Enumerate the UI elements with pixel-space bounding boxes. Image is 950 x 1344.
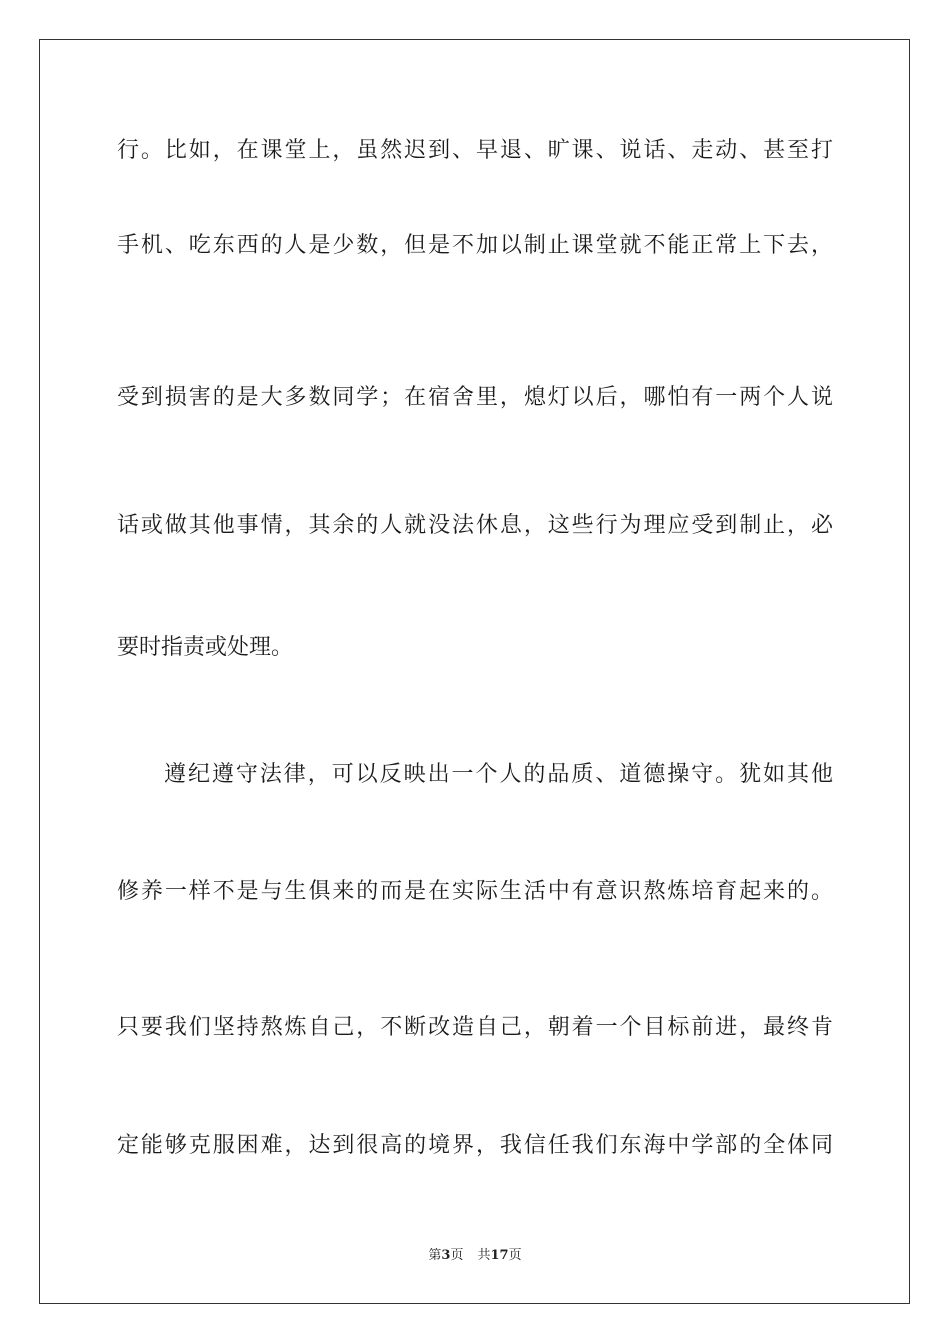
body-text-line-3: 受到损害的是大多数同学；在宿舍里，熄灯以后，哪怕有一两个人说 (117, 385, 833, 410)
page-footer (0, 1247, 950, 1265)
paragraph-2-line-1: 遵纪遵守法律，可以反映出一个人的品质、道德操守。犹如其他 (164, 762, 833, 787)
footer-total-number: 17 (490, 1248, 509, 1263)
body-text-line-5: 要时指责或处理。 (117, 635, 294, 660)
page-border (39, 39, 910, 1304)
body-text-line-1: 行。比如，在课堂上，虽然迟到、早退、旷课、说话、走动、甚至打 (117, 138, 833, 163)
paragraph-2-line-2: 修养一样不是与生俱来的而是在实际生活中有意识熬炼培育起来的。 (117, 879, 833, 904)
body-text-line-4: 话或做其他事情，其余的人就没法休息，这些行为理应受到制止，必 (117, 513, 833, 538)
footer-total-prefix: 共 (477, 1248, 491, 1263)
footer-total-suffix: 页 (508, 1248, 522, 1263)
body-text-line-2: 手机、吃东西的人是少数，但是不加以制止课堂就不能正常上下去， (117, 233, 833, 258)
footer-page-suffix: 页 (450, 1248, 464, 1263)
paragraph-2-line-3: 只要我们坚持熬炼自己，不断改造自己，朝着一个目标前进，最终肯 (117, 1015, 833, 1040)
footer-page-number: 3 (441, 1248, 451, 1263)
footer-page-prefix: 第 (428, 1248, 442, 1263)
paragraph-2-line-4: 定能够克服困难，达到很高的境界，我信任我们东海中学部的全体同 (117, 1133, 833, 1158)
